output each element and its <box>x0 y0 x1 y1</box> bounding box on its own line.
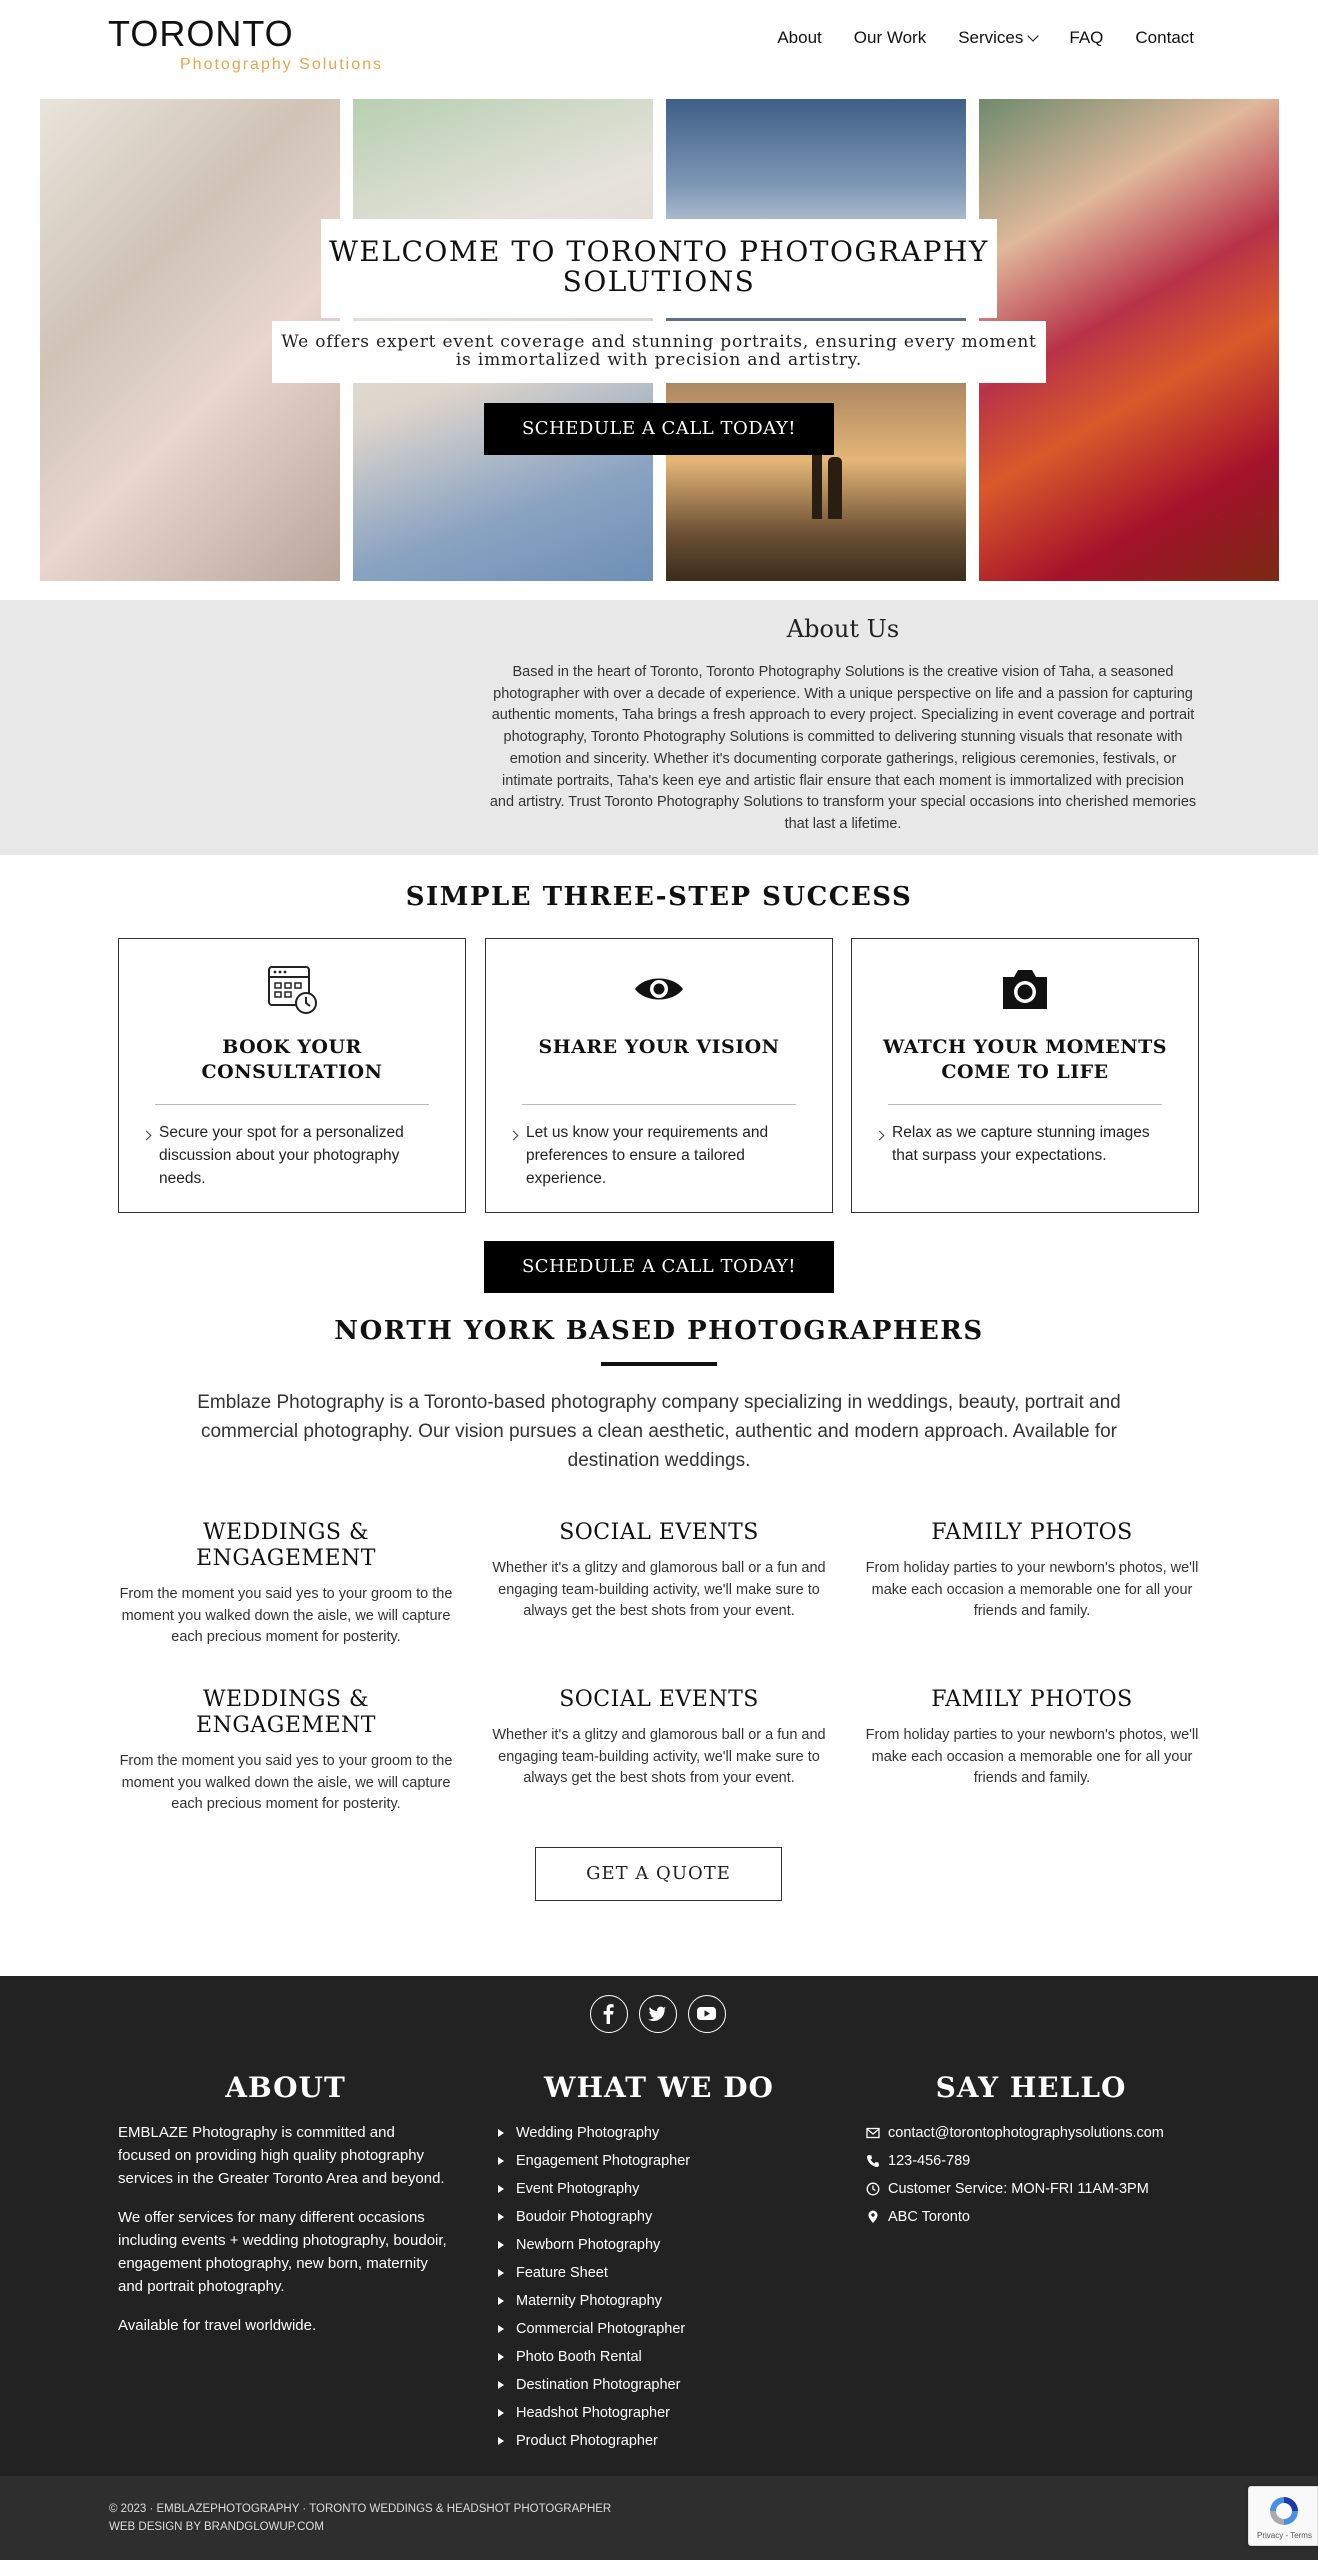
facebook-icon[interactable] <box>590 1995 628 2033</box>
nav-contact[interactable]: Contact <box>1135 28 1194 47</box>
hero-tagline: We offers expert event coverage and stunning portraits, ensuring every moment is immortalized with precision and artistry. <box>272 321 1046 383</box>
camera-icon <box>852 961 1198 1017</box>
service-text: From the moment you said yes to your groom to the moment you walked down the aisle, we will capture each precious moment for posterity. <box>119 1753 453 1812</box>
main-nav <box>777 28 1194 48</box>
recaptcha-badge[interactable] <box>1248 2486 1318 2546</box>
service-text: From holiday parties to your newborn's photos, we'll make each occasion a memorable one for all your friends and family. <box>865 1560 1199 1619</box>
footer-service-link[interactable]: Headshot Photographer <box>498 2399 798 2427</box>
logo-tagline: Photography Solutions <box>180 56 383 73</box>
step-text: Let us know your requirements and preferences to ensure a tailored experience. <box>526 1124 769 1187</box>
schedule-call-button-2[interactable]: SCHEDULE A CALL TODAY! <box>484 1241 834 1293</box>
footer-services-list <box>498 2119 798 2455</box>
recaptcha-links: Privacy - Terms <box>1257 2531 1312 2540</box>
chevron-down-icon <box>1028 30 1039 41</box>
phone-icon <box>866 2154 880 2168</box>
twitter-icon[interactable] <box>639 1995 677 2033</box>
step-text: Secure your spot for a personalized discussion about your photography needs. <box>159 1124 404 1187</box>
northyork-title: NORTH YORK BASED PHOTOGRAPHERS <box>334 1316 984 1346</box>
divider <box>522 1104 796 1105</box>
footer-service-link[interactable]: Engagement Photographer <box>498 2147 798 2175</box>
footer-services-title: WHAT WE DO <box>544 2071 774 2104</box>
contact-hours-text: Customer Service: MON-FRI 11AM-3PM <box>888 2181 1149 2197</box>
service-title: WEDDINGS & ENGAGEMENT <box>196 1520 376 1571</box>
silhouette-shape <box>828 457 842 519</box>
nav-faq[interactable]: FAQ <box>1069 28 1104 47</box>
footer-about-text: We offer services for many different occasions including events + wedding photography, boudoir, engagement photography, new born, maternity and portrait photography. <box>118 2209 447 2295</box>
map-pin-icon <box>866 2210 880 2224</box>
contact-phone[interactable] <box>866 2147 1226 2175</box>
footer-service-link[interactable]: Boudoir Photography <box>498 2203 798 2231</box>
contact-hours <box>866 2175 1226 2203</box>
service-weddings <box>116 1520 456 1649</box>
site-header <box>0 0 1318 82</box>
nav-services-label: Services <box>958 28 1024 47</box>
contact-email-text: contact@torontophotographysolutions.com <box>888 2125 1164 2141</box>
about-body: Based in the heart of Toronto, Toronto Photography Solutions is the creative vision of Taha, a seasoned photographer with over a decade of experience. With a unique perspective on life and a passion for capturing authentic moments, Taha brings a fresh approach to every project. Specializing in event coverage and portrait photography, Toronto Photography Solutions is committed to delivering stunning visuals that resonate with emotion and sincerity. Whether it's documenting corporate gatherings, religious ceremonies, festivals, or intimate portraits, Taha's keen eye and artistic flair ensure that each moment is immortalized with precision and artistry. Trust Toronto Photography Solutions to transform your special occasions into cherished memories that last a lifetime. <box>489 664 1197 832</box>
logo[interactable] <box>108 13 408 73</box>
divider <box>888 1104 1162 1105</box>
service-title: SOCIAL EVENTS <box>559 1520 759 1545</box>
service-text: From holiday parties to your newborn's photos, we'll make each occasion a memorable one for all your friends and family. <box>865 1727 1199 1786</box>
hero-gallery <box>40 99 1278 581</box>
silhouette-shape <box>812 449 822 519</box>
service-title: SOCIAL EVENTS <box>559 1687 759 1712</box>
schedule-call-button[interactable]: SCHEDULE A CALL TODAY! <box>484 403 834 455</box>
about-section <box>0 600 1318 855</box>
chevron-right-icon <box>142 1131 152 1141</box>
footer-service-link[interactable]: Wedding Photography <box>498 2119 798 2147</box>
calendar-clock-icon <box>119 961 465 1017</box>
footer-service-link[interactable]: Newborn Photography <box>498 2231 798 2259</box>
hero-title-box <box>321 219 997 318</box>
footer-about-text: EMBLAZE Photography is committed and focused on providing high quality photography services in the Greater Toronto Area and beyond. <box>118 2124 445 2187</box>
site-footer <box>0 1976 1318 2476</box>
service-title: WEDDINGS & ENGAGEMENT <box>196 1687 376 1738</box>
footer-service-link[interactable]: Event Photography <box>498 2175 798 2203</box>
service-title: FAMILY PHOTOS <box>931 1687 1133 1712</box>
service-weddings-2 <box>116 1687 456 1816</box>
footer-service-link[interactable]: Commercial Photographer <box>498 2315 798 2343</box>
service-text: Whether it's a glitzy and glamorous ball or a fun and engaging team-building activity, we'll make sure to always get the best shots from your event. <box>492 1727 826 1786</box>
service-family-photos-2 <box>862 1687 1202 1790</box>
footer-service-link[interactable]: Maternity Photography <box>498 2287 798 2315</box>
clock-icon <box>866 2182 880 2196</box>
contact-phone-text: 123-456-789 <box>888 2153 971 2169</box>
chevron-right-icon <box>509 1131 519 1141</box>
title-underline <box>601 1362 717 1366</box>
copyright-text: © 2023 · EMBLAZEPHOTOGRAPHY · TORONTO WEDDINGS & HEADSHOT PHOTOGRAPHER <box>109 2503 612 2515</box>
divider <box>155 1104 429 1105</box>
contact-email[interactable] <box>866 2119 1226 2147</box>
service-text: From the moment you said yes to your groom to the moment you walked down the aisle, we will capture each precious moment for posterity. <box>119 1586 453 1645</box>
footer-service-link[interactable]: Product Photographer <box>498 2427 798 2455</box>
footer-about-text: Available for travel worldwide. <box>118 2317 317 2334</box>
footer-about <box>118 2121 448 2353</box>
steps-title: SIMPLE THREE-STEP SUCCESS <box>405 882 913 912</box>
service-social-events-2 <box>489 1687 829 1790</box>
get-quote-button[interactable]: GET A QUOTE <box>535 1847 782 1901</box>
footer-bottom-bar <box>0 2476 1318 2560</box>
contact-location <box>866 2203 1226 2231</box>
footer-service-link[interactable]: Photo Booth Rental <box>498 2343 798 2371</box>
step-title: WATCH YOUR MOMENTS COME TO LIFE <box>882 1036 1168 1083</box>
mail-icon <box>866 2126 880 2140</box>
step-card-vision <box>485 938 833 1213</box>
nav-about[interactable]: About <box>777 28 822 47</box>
copyright <box>109 2500 611 2536</box>
step-card-moments <box>851 938 1199 1213</box>
recaptcha-icon <box>1264 2491 1304 2531</box>
step-text: Relax as we capture stunning images that surpass your expectations. <box>892 1124 1150 1164</box>
service-title: FAMILY PHOTOS <box>931 1520 1133 1545</box>
footer-about-title: ABOUT <box>225 2071 346 2104</box>
eye-icon <box>486 961 832 1017</box>
footer-contact-list <box>866 2119 1226 2231</box>
footer-service-link[interactable]: Feature Sheet <box>498 2259 798 2287</box>
step-title: BOOK YOUR CONSULTATION <box>201 1036 383 1083</box>
service-social-events <box>489 1520 829 1623</box>
nav-our-work[interactable]: Our Work <box>853 28 927 47</box>
hero-title: WELCOME TO TORONTO PHOTOGRAPHY SOLUTIONS <box>329 235 989 298</box>
step-title: SHARE YOUR VISION <box>538 1036 780 1058</box>
step-card-consultation <box>118 938 466 1213</box>
northyork-intro: Emblaze Photography is a Toronto-based photography company specializing in weddings, beauty, portrait and commercial photography. Our vision pursues a clean aesthetic, authentic and modern approach. Available for destination weddings. <box>197 1392 1121 1471</box>
contact-location-text: ABC Toronto <box>888 2209 970 2225</box>
service-family-photos <box>862 1520 1202 1623</box>
youtube-icon[interactable] <box>688 1995 726 2033</box>
footer-service-link[interactable]: Destination Photographer <box>498 2371 798 2399</box>
footer-contact-title: SAY HELLO <box>935 2071 1127 2104</box>
about-title: About Us <box>786 615 900 643</box>
service-text: Whether it's a glitzy and glamorous ball or a fun and engaging team-building activity, we'll make sure to always get the best shots from your event. <box>492 1560 826 1619</box>
chevron-right-icon <box>875 1131 885 1141</box>
logo-wordmark: TORONTO <box>108 13 294 54</box>
designer-credit-link[interactable]: WEB DESIGN BY BRANDGLOWUP.COM <box>109 2521 324 2533</box>
nav-services[interactable] <box>958 28 1037 48</box>
